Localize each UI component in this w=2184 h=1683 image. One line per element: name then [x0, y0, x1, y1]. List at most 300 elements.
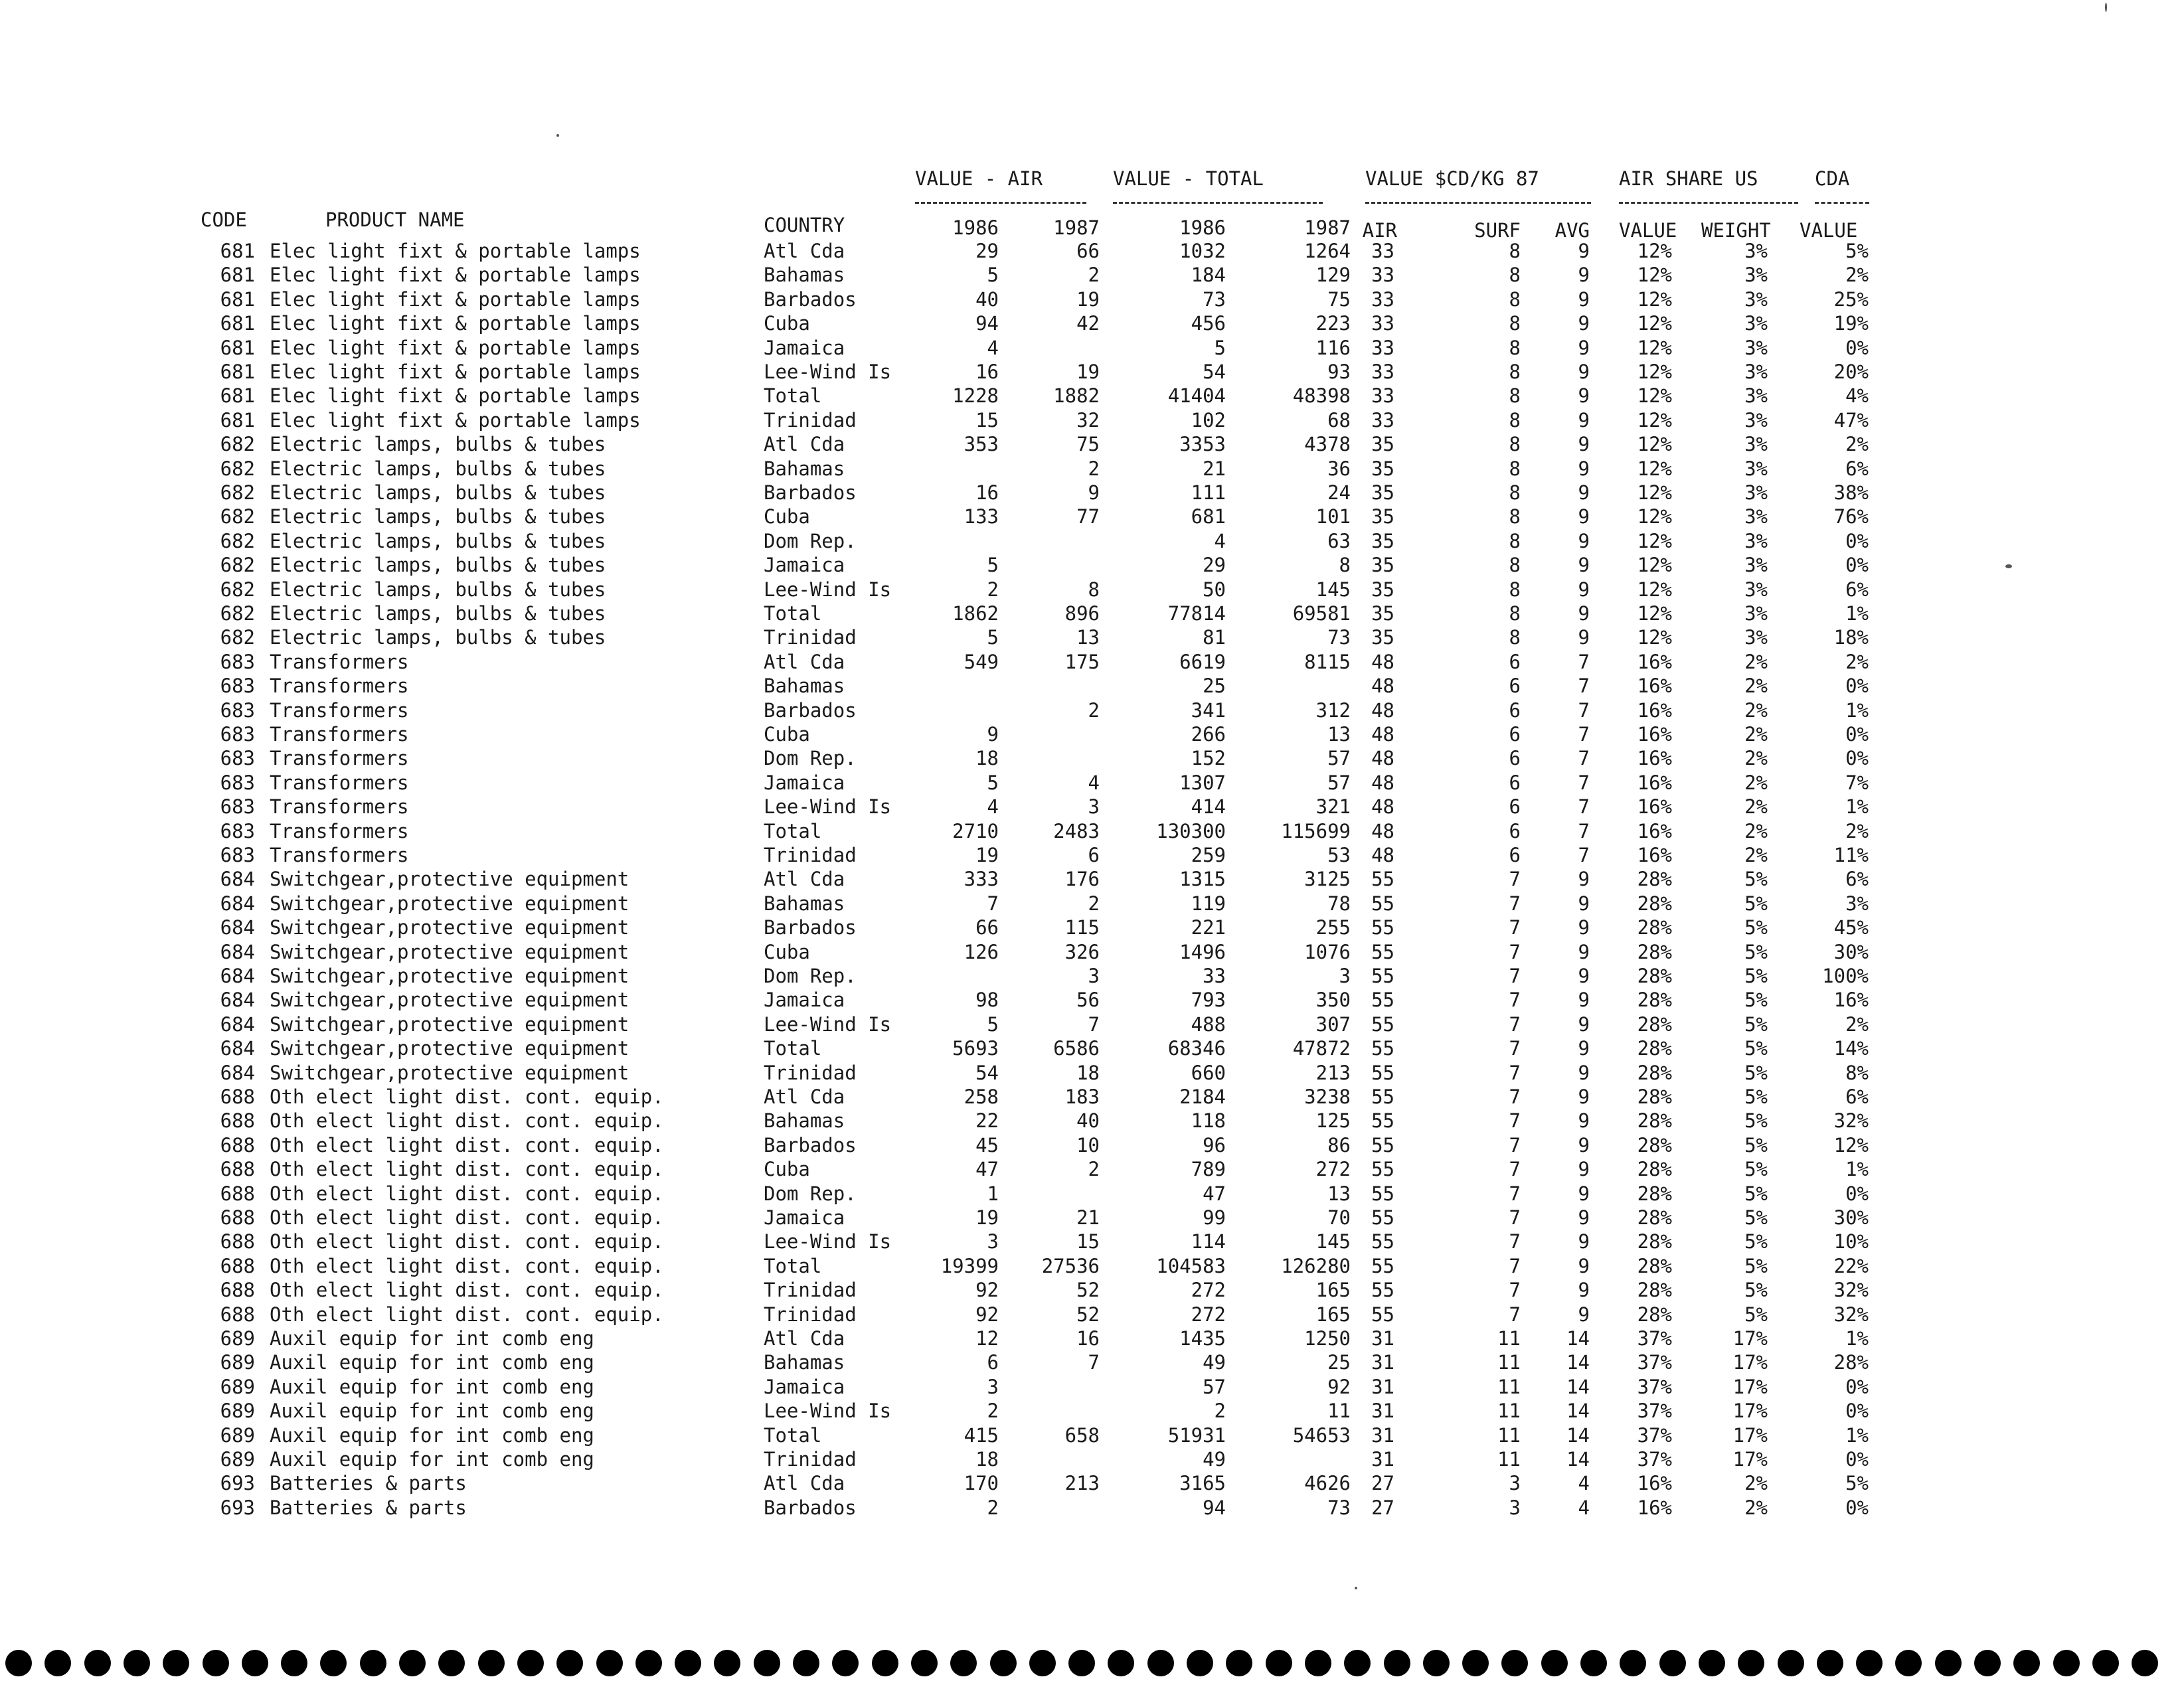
feed-hole — [911, 1650, 938, 1676]
cell-product: Auxil equip for int comb eng — [270, 1351, 594, 1374]
cell-cda-value: 16% — [1833, 989, 1869, 1011]
cell-product: Transformers — [270, 820, 409, 842]
cell-product: Electric lamps, bulbs & tubes — [270, 554, 606, 576]
cell-share-weight: 3% — [1744, 554, 1768, 576]
cell-kg-avg: 9 — [1578, 457, 1590, 480]
cell-air1986: 16 — [975, 481, 999, 504]
cell-kg-surf: 7 — [1509, 941, 1521, 963]
cell-kg-air: 55 — [1371, 1062, 1394, 1084]
cell-kg-air: 55 — [1371, 1013, 1394, 1036]
cell-kg-surf: 7 — [1509, 892, 1521, 915]
cell-kg-air: 55 — [1371, 1279, 1394, 1301]
cell-share-weight: 3% — [1744, 457, 1768, 480]
cell-kg-air: 31 — [1371, 1400, 1394, 1422]
cell-kg-air: 35 — [1371, 433, 1394, 455]
cell-country: Trinidad — [764, 1279, 857, 1301]
cell-country: Barbados — [764, 1134, 857, 1157]
cell-kg-air: 35 — [1371, 626, 1394, 649]
cell-tot1986: 49 — [1203, 1351, 1226, 1374]
feed-hole — [281, 1650, 307, 1676]
cell-cda-value: 0% — [1845, 747, 1869, 769]
cell-tot1987: 3238 — [1304, 1085, 1351, 1108]
cell-code: 681 — [220, 384, 255, 407]
cell-product: Switchgear,protective equipment — [270, 1037, 630, 1060]
cell-product: Auxil equip for int comb eng — [270, 1376, 594, 1398]
cell-code: 688 — [220, 1255, 255, 1277]
cell-tot1987: 1076 — [1304, 941, 1351, 963]
cell-share-value: 37% — [1637, 1424, 1672, 1447]
cell-country: Bahamas — [764, 264, 845, 286]
group-header-value-total: VALUE - TOTAL — [1113, 167, 1264, 190]
cell-tot1987: 3125 — [1304, 868, 1351, 890]
cell-air1987: 658 — [1064, 1424, 1100, 1447]
feed-hole — [1108, 1650, 1134, 1676]
cell-share-value: 28% — [1637, 1134, 1672, 1157]
cell-tot1986: 1032 — [1179, 240, 1226, 262]
cell-country: Trinidad — [764, 626, 857, 649]
cell-tot1986: 130300 — [1156, 820, 1226, 842]
cell-kg-avg: 9 — [1578, 554, 1590, 576]
cell-country: Total — [764, 1037, 822, 1060]
cell-kg-air: 48 — [1371, 723, 1394, 746]
feed-hole — [1659, 1650, 1686, 1676]
cell-kg-avg: 7 — [1578, 771, 1590, 794]
cell-air1987 — [1023, 722, 1100, 746]
cell-air1987 — [1023, 1182, 1100, 1206]
cell-tot1987: 4378 — [1304, 433, 1351, 455]
cell-tot1986: 789 — [1191, 1158, 1226, 1180]
cell-country: Jamaica — [764, 1206, 845, 1229]
cell-share-value: 28% — [1637, 1013, 1672, 1036]
cell-kg-avg: 14 — [1566, 1376, 1590, 1398]
cell-kg-surf: 8 — [1509, 384, 1521, 407]
cell-kg-surf: 11 — [1497, 1351, 1521, 1374]
cell-cda-value: 6% — [1845, 1085, 1869, 1108]
cell-air1986: 353 — [964, 433, 999, 455]
cell-air1986: 133 — [964, 505, 999, 528]
cell-tot1986: 6619 — [1179, 651, 1226, 673]
cell-code: 683 — [220, 699, 255, 722]
cell-tot1986: 25 — [1203, 675, 1226, 697]
cell-kg-surf: 7 — [1509, 1255, 1521, 1277]
cell-product: Elec light fixt & portable lamps — [270, 240, 641, 262]
cell-product: Transformers — [270, 795, 409, 818]
cell-kg-avg: 7 — [1578, 723, 1590, 746]
cell-kg-surf: 6 — [1509, 771, 1521, 794]
group-underline-cda — [1815, 202, 1869, 204]
cell-cda-value: 6% — [1845, 868, 1869, 890]
cell-tot1986: 152 — [1191, 747, 1226, 769]
cell-air1986: 2 — [987, 1400, 999, 1422]
cell-kg-air: 31 — [1371, 1448, 1394, 1471]
cell-air1986: 5 — [987, 1013, 999, 1036]
cell-cda-value: 0% — [1845, 1448, 1869, 1471]
cell-share-value: 16% — [1637, 820, 1672, 842]
cell-air1987 — [1023, 746, 1100, 770]
cell-tot1987: 93 — [1327, 361, 1351, 383]
cell-code: 684 — [220, 892, 255, 915]
cell-kg-surf: 8 — [1509, 530, 1521, 552]
cell-kg-surf: 8 — [1509, 264, 1521, 286]
feed-hole — [1817, 1650, 1843, 1676]
cell-kg-air: 48 — [1371, 844, 1394, 866]
cell-kg-surf: 8 — [1509, 312, 1521, 335]
cell-share-weight: 5% — [1744, 1206, 1768, 1229]
cell-tot1986: 96 — [1203, 1134, 1226, 1157]
cell-product: Electric lamps, bulbs & tubes — [270, 626, 606, 649]
cell-tot1987: 8 — [1339, 554, 1351, 576]
cell-air1986: 4 — [987, 337, 999, 359]
cell-code: 684 — [220, 941, 255, 963]
cell-air1987: 75 — [1076, 433, 1100, 455]
cell-kg-surf: 7 — [1509, 989, 1521, 1011]
cell-tot1987: 350 — [1315, 989, 1351, 1011]
cell-kg-avg: 9 — [1578, 1062, 1590, 1084]
cell-code: 683 — [220, 651, 255, 673]
cell-tot1987: 75 — [1327, 288, 1351, 311]
cell-tot1987: 25 — [1327, 1351, 1351, 1374]
cell-share-weight: 5% — [1744, 1279, 1768, 1301]
cell-country: Atl Cda — [764, 240, 845, 262]
cell-cda-value: 38% — [1833, 481, 1869, 504]
cell-share-value: 12% — [1637, 481, 1672, 504]
column-header-kg-air: AIR — [1362, 219, 1397, 242]
cell-share-value: 16% — [1637, 723, 1672, 746]
cell-kg-avg: 9 — [1578, 578, 1590, 601]
cell-cda-value: 25% — [1833, 288, 1869, 311]
cell-tot1986: 2 — [1214, 1400, 1226, 1422]
cell-cda-value: 0% — [1845, 1182, 1869, 1205]
cell-share-weight: 3% — [1744, 602, 1768, 625]
cell-cda-value: 18% — [1833, 626, 1869, 649]
cell-cda-value: 7% — [1845, 771, 1869, 794]
cell-air1986 — [916, 964, 999, 988]
cell-kg-air: 35 — [1371, 457, 1394, 480]
cell-kg-air: 48 — [1371, 795, 1394, 818]
cell-kg-surf: 7 — [1509, 1013, 1521, 1036]
cell-code: 681 — [220, 312, 255, 335]
cell-country: Total — [764, 1424, 822, 1447]
cell-kg-avg: 4 — [1578, 1472, 1590, 1494]
cell-cda-value: 1% — [1845, 795, 1869, 818]
cell-product: Transformers — [270, 723, 409, 746]
cell-cda-value: 11% — [1833, 844, 1869, 866]
cell-air1987: 4 — [1088, 771, 1100, 794]
cell-product: Auxil equip for int comb eng — [270, 1448, 594, 1471]
cell-code: 683 — [220, 723, 255, 746]
cell-kg-avg: 7 — [1578, 699, 1590, 722]
cell-share-value: 16% — [1637, 747, 1672, 769]
feed-hole — [1738, 1650, 1764, 1676]
cell-cda-value: 4% — [1845, 384, 1869, 407]
cell-kg-avg: 14 — [1566, 1351, 1590, 1374]
cell-air1987: 40 — [1076, 1109, 1100, 1132]
cell-kg-surf: 7 — [1509, 1062, 1521, 1084]
cell-kg-surf: 11 — [1497, 1327, 1521, 1350]
cell-share-value: 37% — [1637, 1351, 1672, 1374]
cell-share-weight: 5% — [1744, 1303, 1768, 1326]
cell-share-weight: 2% — [1744, 820, 1768, 842]
cell-air1987: 2 — [1088, 1158, 1100, 1180]
cell-cda-value: 1% — [1845, 1327, 1869, 1350]
cell-product: Electric lamps, bulbs & tubes — [270, 602, 606, 625]
cell-country: Cuba — [764, 1158, 810, 1180]
cell-air1987: 1882 — [1053, 384, 1100, 407]
cell-share-value: 16% — [1637, 771, 1672, 794]
cell-kg-air: 55 — [1371, 892, 1394, 915]
cell-product: Oth elect light dist. cont. equip. — [270, 1134, 664, 1157]
cell-kg-surf: 8 — [1509, 578, 1521, 601]
cell-kg-avg: 9 — [1578, 941, 1590, 963]
cell-share-weight: 5% — [1744, 1134, 1768, 1157]
cell-product: Oth elect light dist. cont. equip. — [270, 1085, 664, 1108]
feed-hole — [1423, 1650, 1450, 1676]
cell-tot1987: 54653 — [1292, 1424, 1351, 1447]
cell-tot1987: 63 — [1327, 530, 1351, 552]
column-header-total-1987: 1987 — [1304, 216, 1351, 239]
column-header-country: COUNTRY — [764, 214, 845, 236]
cell-cda-value: 6% — [1845, 457, 1869, 480]
cell-share-weight: 2% — [1744, 699, 1768, 722]
cell-code: 682 — [220, 530, 255, 552]
cell-code: 689 — [220, 1376, 255, 1398]
cell-tot1986: 4 — [1214, 530, 1226, 552]
cell-cda-value: 0% — [1845, 554, 1869, 576]
cell-kg-air: 48 — [1371, 675, 1394, 697]
cell-code: 681 — [220, 409, 255, 432]
cell-code: 683 — [220, 820, 255, 842]
cell-kg-surf: 8 — [1509, 433, 1521, 455]
cell-country: Cuba — [764, 723, 810, 746]
cell-air1987: 19 — [1076, 288, 1100, 311]
cell-share-value: 28% — [1637, 989, 1672, 1011]
cell-cda-value: 28% — [1833, 1351, 1869, 1374]
cell-share-weight: 3% — [1744, 361, 1768, 383]
cell-tot1986: 81 — [1203, 626, 1226, 649]
cell-code: 682 — [220, 602, 255, 625]
cell-product: Electric lamps, bulbs & tubes — [270, 433, 606, 455]
cell-country: Barbados — [764, 288, 857, 311]
cell-air1987: 9 — [1088, 481, 1100, 504]
cell-tot1986: 1496 — [1179, 941, 1226, 963]
cell-share-value: 28% — [1637, 1085, 1672, 1108]
cell-air1986: 98 — [975, 989, 999, 1011]
cell-kg-surf: 8 — [1509, 554, 1521, 576]
cell-tot1986: 266 — [1191, 723, 1226, 746]
cell-share-weight: 3% — [1744, 409, 1768, 432]
column-header-kg-avg: AVG — [1554, 219, 1590, 242]
cell-air1986: 4 — [987, 795, 999, 818]
cell-kg-surf: 11 — [1497, 1400, 1521, 1422]
cell-product: Switchgear,protective equipment — [270, 941, 630, 963]
cell-kg-avg: 9 — [1578, 530, 1590, 552]
cell-tot1987: 11 — [1327, 1400, 1351, 1422]
feed-hole — [517, 1650, 544, 1676]
cell-country: Barbados — [764, 1496, 857, 1519]
group-header-cda: CDA — [1815, 167, 1850, 190]
cell-share-value: 16% — [1637, 651, 1672, 673]
cell-kg-surf: 7 — [1509, 1085, 1521, 1108]
cell-share-weight: 3% — [1744, 481, 1768, 504]
cell-tot1987: 321 — [1315, 795, 1351, 818]
cell-tot1986: 118 — [1191, 1109, 1226, 1132]
cell-country: Barbados — [764, 916, 857, 939]
cell-share-value: 28% — [1637, 1037, 1672, 1060]
cell-air1986: 19 — [975, 844, 999, 866]
cell-product: Oth elect light dist. cont. equip. — [270, 1255, 664, 1277]
cell-air1986: 47 — [975, 1158, 999, 1180]
cell-share-value: 16% — [1637, 699, 1672, 722]
feed-hole — [5, 1650, 32, 1676]
cell-tot1986: 793 — [1191, 989, 1226, 1011]
cell-cda-value: 5% — [1845, 1472, 1869, 1494]
cell-kg-avg: 14 — [1566, 1327, 1590, 1350]
cell-share-weight: 5% — [1744, 941, 1768, 963]
cell-share-weight: 17% — [1732, 1400, 1768, 1422]
cell-kg-surf: 6 — [1509, 747, 1521, 769]
cell-tot1987: 69581 — [1292, 602, 1351, 625]
cell-product: Switchgear,protective equipment — [270, 965, 630, 987]
cell-kg-surf: 3 — [1509, 1472, 1521, 1494]
cell-product: Switchgear,protective equipment — [270, 1062, 630, 1084]
cell-country: Lee-Wind Is — [764, 578, 892, 601]
cell-product: Oth elect light dist. cont. equip. — [270, 1279, 664, 1301]
cell-tot1986: 73 — [1203, 288, 1226, 311]
cell-air1987: 13 — [1076, 626, 1100, 649]
feed-hole — [1384, 1650, 1410, 1676]
cell-kg-surf: 8 — [1509, 602, 1521, 625]
cell-share-weight: 5% — [1744, 892, 1768, 915]
cell-cda-value: 32% — [1833, 1303, 1869, 1326]
cell-share-value: 12% — [1637, 384, 1672, 407]
feed-hole — [1580, 1650, 1607, 1676]
cell-share-value: 37% — [1637, 1327, 1672, 1350]
cell-country: Trinidad — [764, 1303, 857, 1326]
cell-kg-surf: 7 — [1509, 1303, 1521, 1326]
cell-share-value: 12% — [1637, 240, 1672, 262]
feed-hole — [1501, 1650, 1528, 1676]
cell-code: 682 — [220, 481, 255, 504]
cell-air1986: 5 — [987, 264, 999, 286]
feed-hole — [1187, 1650, 1213, 1676]
cell-share-value: 12% — [1637, 457, 1672, 480]
feed-hole — [2092, 1650, 2119, 1676]
cell-air1987: 175 — [1064, 651, 1100, 673]
cell-share-weight: 5% — [1744, 1085, 1768, 1108]
cell-kg-avg: 9 — [1578, 916, 1590, 939]
feed-hole — [596, 1650, 623, 1676]
cell-tot1986: 488 — [1191, 1013, 1226, 1036]
cell-cda-value: 47% — [1833, 409, 1869, 432]
cell-product: Oth elect light dist. cont. equip. — [270, 1230, 664, 1253]
cell-tot1987: 13 — [1327, 1182, 1351, 1205]
cell-kg-avg: 14 — [1566, 1424, 1590, 1447]
cell-air1986: 15 — [975, 409, 999, 432]
cell-tot1987: 165 — [1315, 1279, 1351, 1301]
cell-country: Bahamas — [764, 1351, 845, 1374]
cell-air1987: 2 — [1088, 892, 1100, 915]
cell-share-weight: 3% — [1744, 264, 1768, 286]
cell-kg-air: 48 — [1371, 699, 1394, 722]
cell-cda-value: 100% — [1822, 965, 1869, 987]
cell-air1987: 18 — [1076, 1062, 1100, 1084]
cell-code: 681 — [220, 288, 255, 311]
cell-share-weight: 5% — [1744, 1255, 1768, 1277]
cell-tot1987: 165 — [1315, 1303, 1351, 1326]
cell-code: 683 — [220, 747, 255, 769]
cell-share-value: 28% — [1637, 1062, 1672, 1084]
cell-tot1986: 102 — [1191, 409, 1226, 432]
cell-product: Oth elect light dist. cont. equip. — [270, 1182, 664, 1205]
cell-kg-avg: 7 — [1578, 820, 1590, 842]
cell-product: Elec light fixt & portable lamps — [270, 384, 641, 407]
cell-air1987: 8 — [1088, 578, 1100, 601]
cell-code: 682 — [220, 554, 255, 576]
cell-tot1986: 3353 — [1179, 433, 1226, 455]
cell-share-value: 28% — [1637, 1230, 1672, 1253]
cell-product: Elec light fixt & portable lamps — [270, 361, 641, 383]
cell-kg-air: 35 — [1371, 505, 1394, 528]
cell-air1987 — [1023, 553, 1100, 577]
feed-hole — [1147, 1650, 1174, 1676]
cell-product: Transformers — [270, 844, 409, 866]
cell-code: 681 — [220, 240, 255, 262]
cell-tot1987: 272 — [1315, 1158, 1351, 1180]
cell-share-value: 28% — [1637, 941, 1672, 963]
cell-kg-air: 55 — [1371, 941, 1394, 963]
cell-air1986: 45 — [975, 1134, 999, 1157]
cell-product: Transformers — [270, 651, 409, 673]
cell-share-weight: 5% — [1744, 1182, 1768, 1205]
cell-tot1987: 1250 — [1304, 1327, 1351, 1350]
cell-share-weight: 17% — [1732, 1351, 1768, 1374]
cell-share-weight: 2% — [1744, 723, 1768, 746]
feed-hole — [124, 1650, 150, 1676]
cell-cda-value: 19% — [1833, 312, 1869, 335]
cell-country: Total — [764, 602, 822, 625]
cell-code: 688 — [220, 1230, 255, 1253]
cell-share-value: 37% — [1637, 1400, 1672, 1422]
feed-hole — [1974, 1650, 2001, 1676]
cell-air1986: 1862 — [952, 602, 999, 625]
cell-kg-air: 31 — [1371, 1351, 1394, 1374]
cell-kg-avg: 9 — [1578, 1230, 1590, 1253]
cell-cda-value: 0% — [1845, 337, 1869, 359]
cell-kg-surf: 7 — [1509, 1182, 1521, 1205]
cell-tot1987 — [1248, 1447, 1351, 1471]
cell-share-weight: 5% — [1744, 868, 1768, 890]
cell-kg-avg: 9 — [1578, 1085, 1590, 1108]
cell-share-weight: 3% — [1744, 240, 1768, 262]
cell-kg-surf: 11 — [1497, 1448, 1521, 1471]
cell-kg-avg: 9 — [1578, 1037, 1590, 1060]
cell-share-weight: 17% — [1732, 1448, 1768, 1471]
feed-hole — [84, 1650, 111, 1676]
cell-air1987: 56 — [1076, 989, 1100, 1011]
cell-air1987: 19 — [1076, 361, 1100, 383]
feed-hole — [1068, 1650, 1095, 1676]
cell-code: 688 — [220, 1279, 255, 1301]
cell-tot1987: 3 — [1339, 965, 1351, 987]
group-header-value-air: VALUE - AIR — [915, 167, 1043, 190]
cell-code: 689 — [220, 1448, 255, 1471]
cell-share-weight: 2% — [1744, 771, 1768, 794]
feed-hole — [1699, 1650, 1725, 1676]
cell-kg-avg: 9 — [1578, 312, 1590, 335]
cell-product: Batteries & parts — [270, 1472, 467, 1494]
cell-air1986: 126 — [964, 941, 999, 963]
cell-country: Bahamas — [764, 892, 845, 915]
